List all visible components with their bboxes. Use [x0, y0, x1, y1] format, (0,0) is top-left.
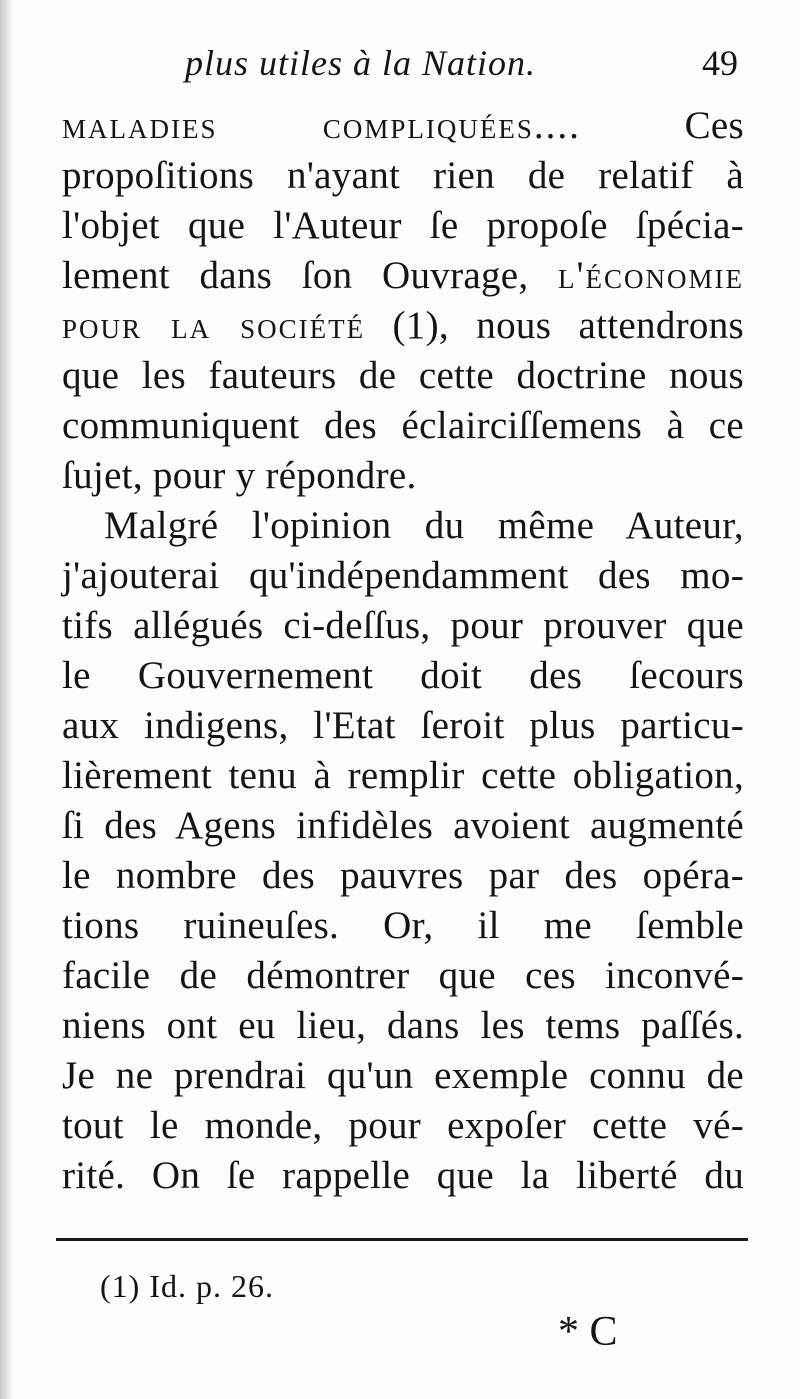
text-line: tout le monde, pour expoſer cette vé- [62, 1104, 744, 1147]
text-line: le Gouvernement doit des ſecours [62, 654, 744, 697]
text-line: niens ont eu lieu, dans les tems paſſés. [62, 1004, 744, 1047]
text-line: Je ne prendrai qu'un exemple connu de [62, 1054, 744, 1097]
text-line: tifs allégués ci-deſſus, pour prouver que [62, 604, 744, 647]
text-line: ſi des Agens infidèles avoient augmenté [62, 804, 744, 847]
text-line: facile de démontrer que ces inconvé- [62, 954, 744, 997]
paragraph-start-line: Malgré l'opinion du même Auteur, [104, 504, 744, 547]
page-number: 49 [702, 43, 738, 83]
text-line: pour la société (1), nous attendrons [62, 304, 744, 347]
text-line: aux indigens, l'Etat ſeroit plus particu- [62, 704, 744, 747]
text-line: le nombre des pauvres par des opéra- [62, 854, 744, 897]
binding-shadow [0, 0, 14, 1399]
text-line: maladies compliquées.... Ces [62, 104, 744, 147]
text-line: lièrement tenu à remplir cette obligation, [62, 754, 744, 797]
text-line: communiquent des éclairciſſemens à ce [62, 404, 744, 447]
text-line: que les fauteurs de cette doctrine nous [62, 354, 744, 397]
footnote: (1) Id. p. 26. [100, 1268, 274, 1304]
text-line: l'objet que l'Auteur ſe propoſe ſpécia- [62, 204, 744, 247]
text-line: tions ruineuſes. Or, il me ſemble [62, 904, 744, 947]
footnote-rule [56, 1238, 748, 1241]
text-line: j'ajouterai qu'indépendamment des mo- [62, 554, 744, 597]
paragraph-end-line: ſujet, pour y répondre. [62, 454, 417, 497]
text-line: propoſitions n'ayant rien de relatif à [62, 154, 744, 197]
text-line: lement dans ſon Ouvrage, l'économie [62, 254, 744, 297]
text-line: rité. On ſe rappelle que la liberté du [62, 1154, 744, 1197]
signature-mark: * C [558, 1309, 618, 1355]
running-title: plus utiles à la Nation. [185, 43, 537, 83]
